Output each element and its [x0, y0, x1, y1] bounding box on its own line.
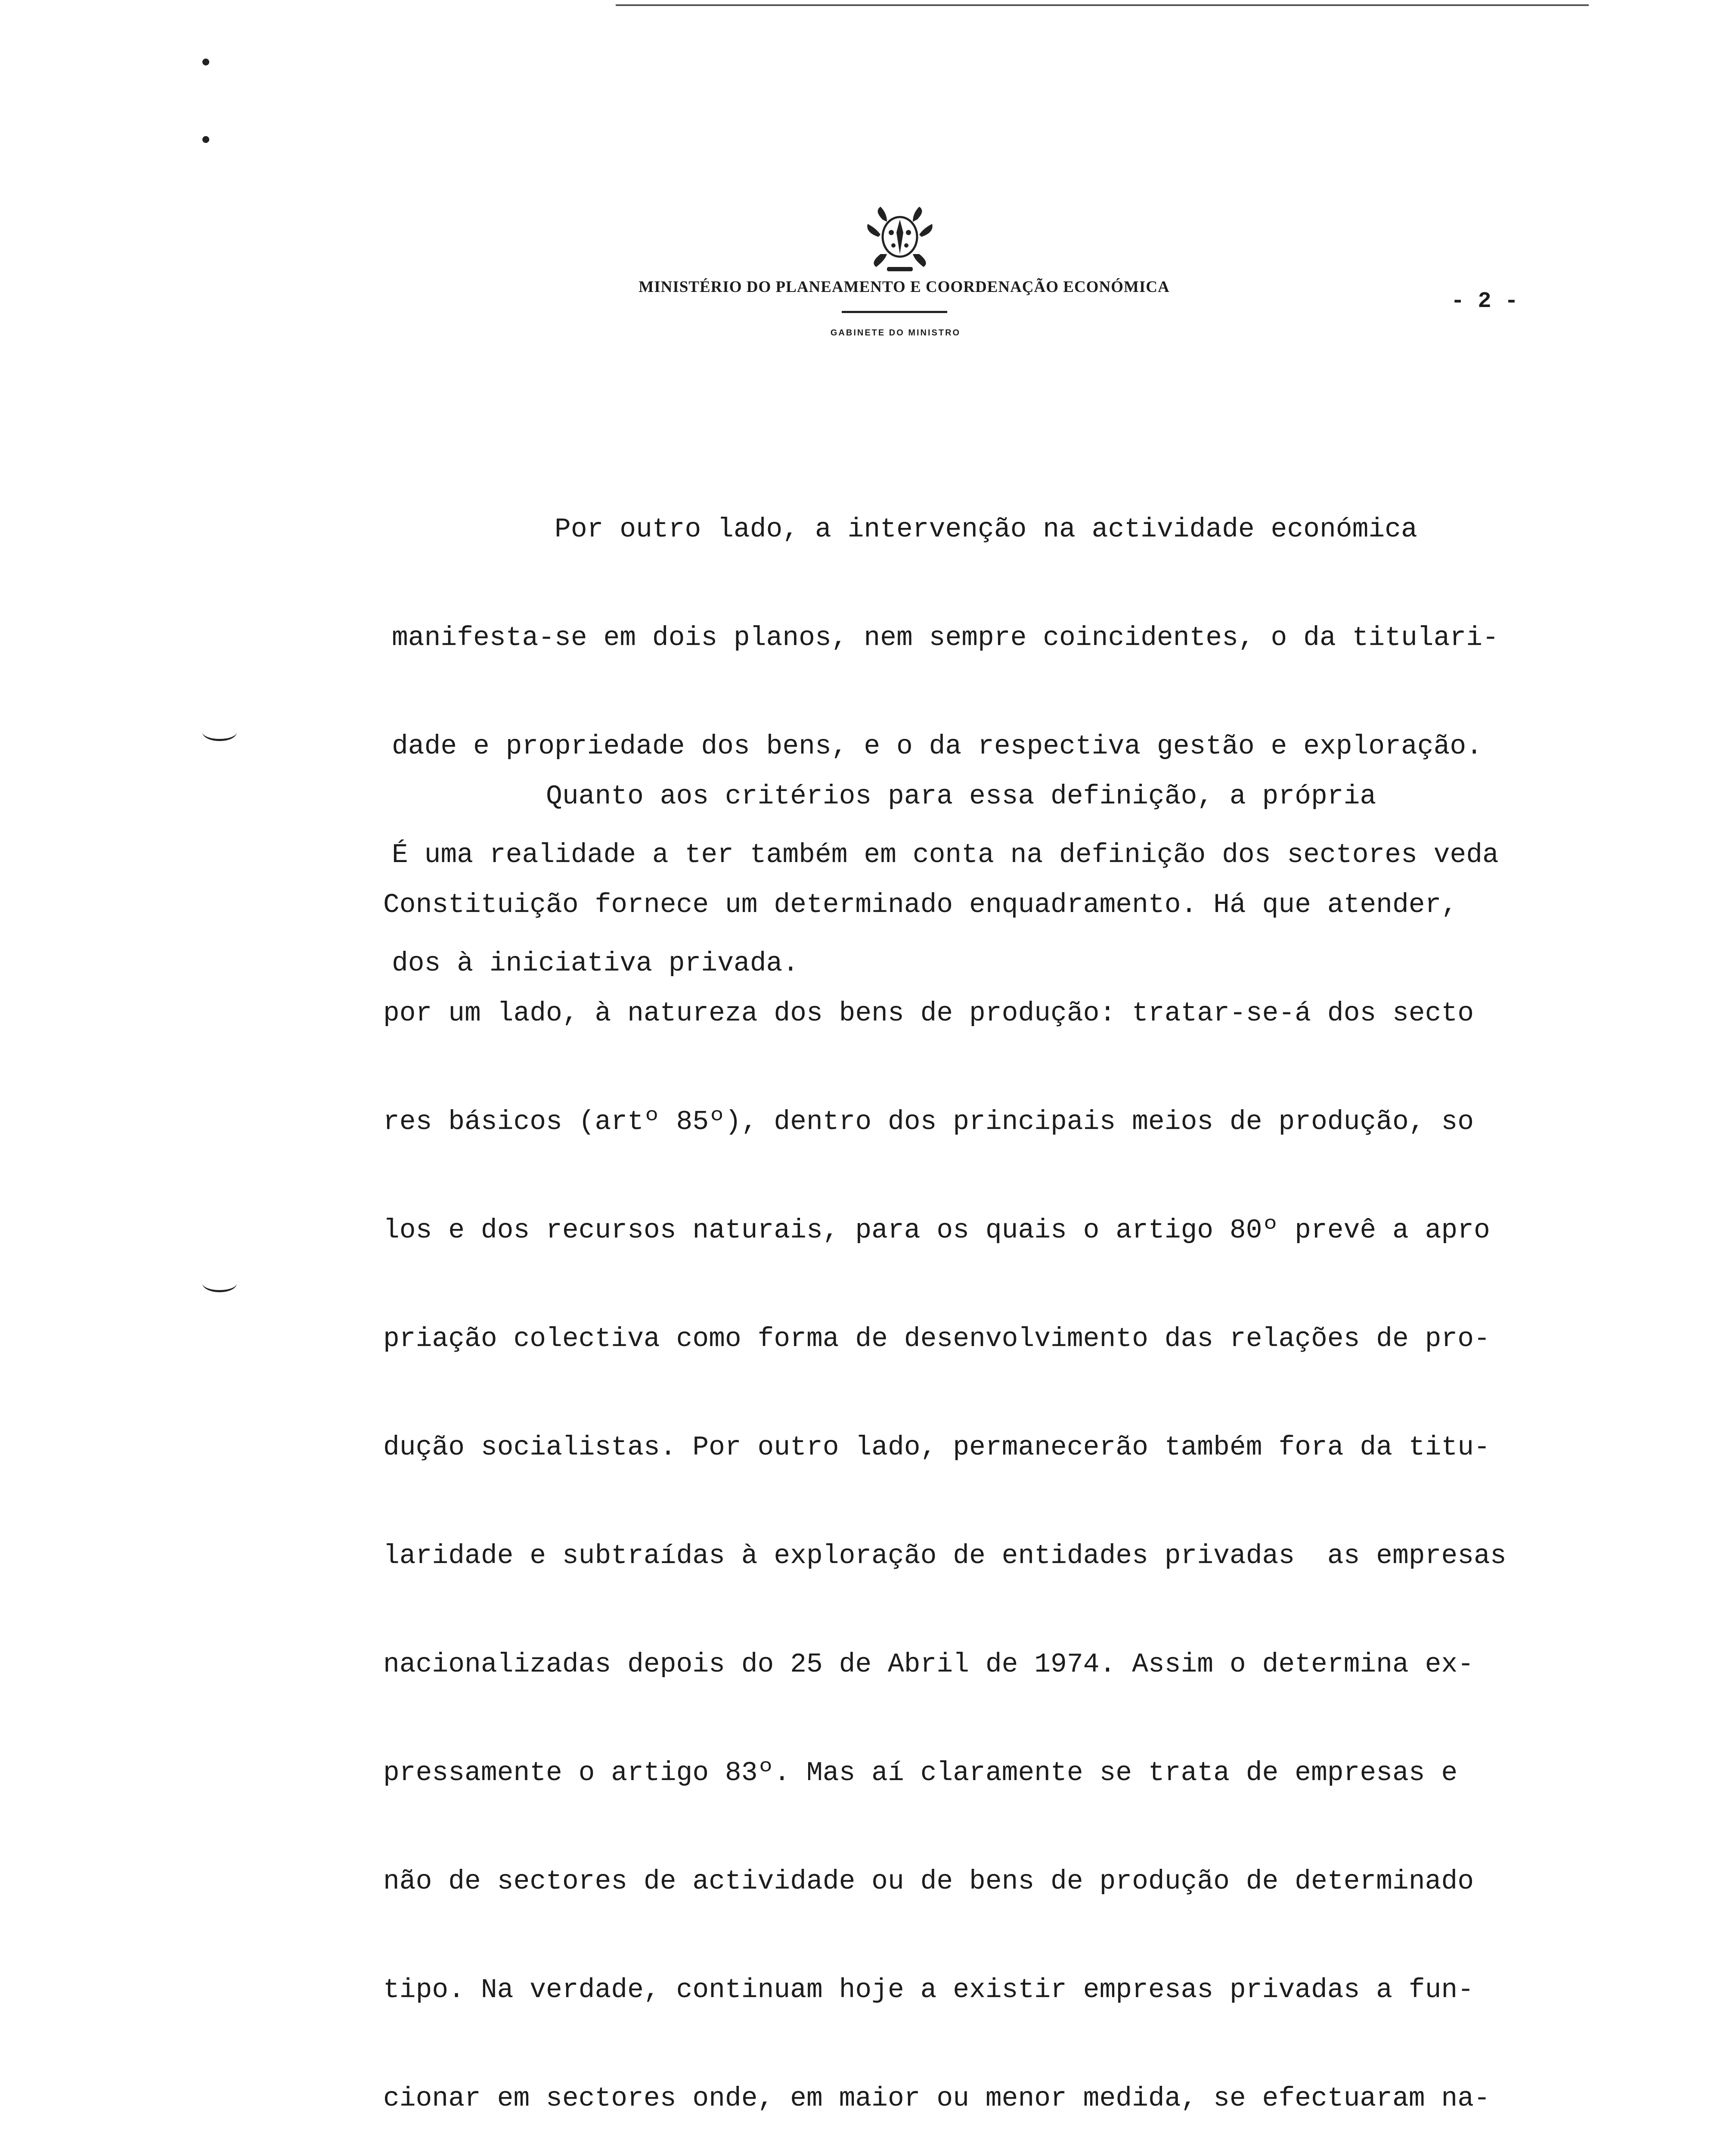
paragraph-2 [383, 706, 1507, 2153]
text-line: cionar em sectores onde, em maior ou menor medida, se efectuaram na- [383, 2083, 1490, 2114]
text-line: los e dos recursos naturais, para os quais o artigo 80º prevê a apro [383, 1215, 1490, 1246]
top-border-rule [616, 4, 1589, 6]
text-line: res básicos (artº 85º), dentro dos principais meios de produção, so [383, 1107, 1474, 1137]
margin-check-mark [202, 1275, 237, 1292]
text-line: por um lado, à natureza dos bens de produção: tratar-se-á dos secto [383, 998, 1474, 1029]
page-number: - 2 - [1451, 289, 1519, 314]
margin-dot [202, 59, 209, 65]
text-line: nacionalizadas depois do 25 de Abril de 1974. Assim o determina ex- [383, 1649, 1474, 1680]
text-line: Constituição fornece um determinado enquadramento. Há que atender, [383, 890, 1458, 920]
margin-dot [202, 136, 209, 143]
text-line: tipo. Na verdade, continuam hoje a existir empresas privadas a fun- [383, 1975, 1474, 2005]
text-line: pressamente o artigo 83º. Mas aí claramente se trata de empresas e [383, 1758, 1458, 1788]
margin-check-mark [202, 723, 237, 741]
coat-of-arms-emblem [857, 202, 943, 276]
text-line: dade e propriedade dos bens, e o da respectiva gestão e exploração. [392, 731, 1483, 762]
text-line: Quanto aos critérios para essa definição, a própria [383, 781, 1376, 812]
text-line: dução socialistas. Por outro lado, permanecerão também fora da titu- [383, 1432, 1490, 1463]
ministry-heading: MINISTÉRIO DO PLANEAMENTO E COORDENAÇÃO ECONÓMICA [639, 278, 1170, 296]
office-subheading: GABINETE DO MINISTRO [830, 328, 961, 338]
text-line: manifesta-se em dois planos, nem sempre coincidentes, o da titulari- [392, 623, 1499, 653]
text-line: não de sectores de actividade ou de bens de produção de determinado [383, 1866, 1474, 1897]
text-line: priação colectiva como forma de desenvolvimento das relações de pro- [383, 1324, 1490, 1354]
text-line: dos à iniciativa privada. [392, 948, 799, 979]
text-line: É uma realidade a ter também em conta na definição dos sectores veda [392, 840, 1499, 870]
text-line: laridade e subtraídas à exploração de entidades privadas as empresas [383, 1541, 1507, 1571]
text-line: Por outro lado, a intervenção na actividade económica [392, 514, 1417, 545]
heading-underline [842, 311, 947, 313]
